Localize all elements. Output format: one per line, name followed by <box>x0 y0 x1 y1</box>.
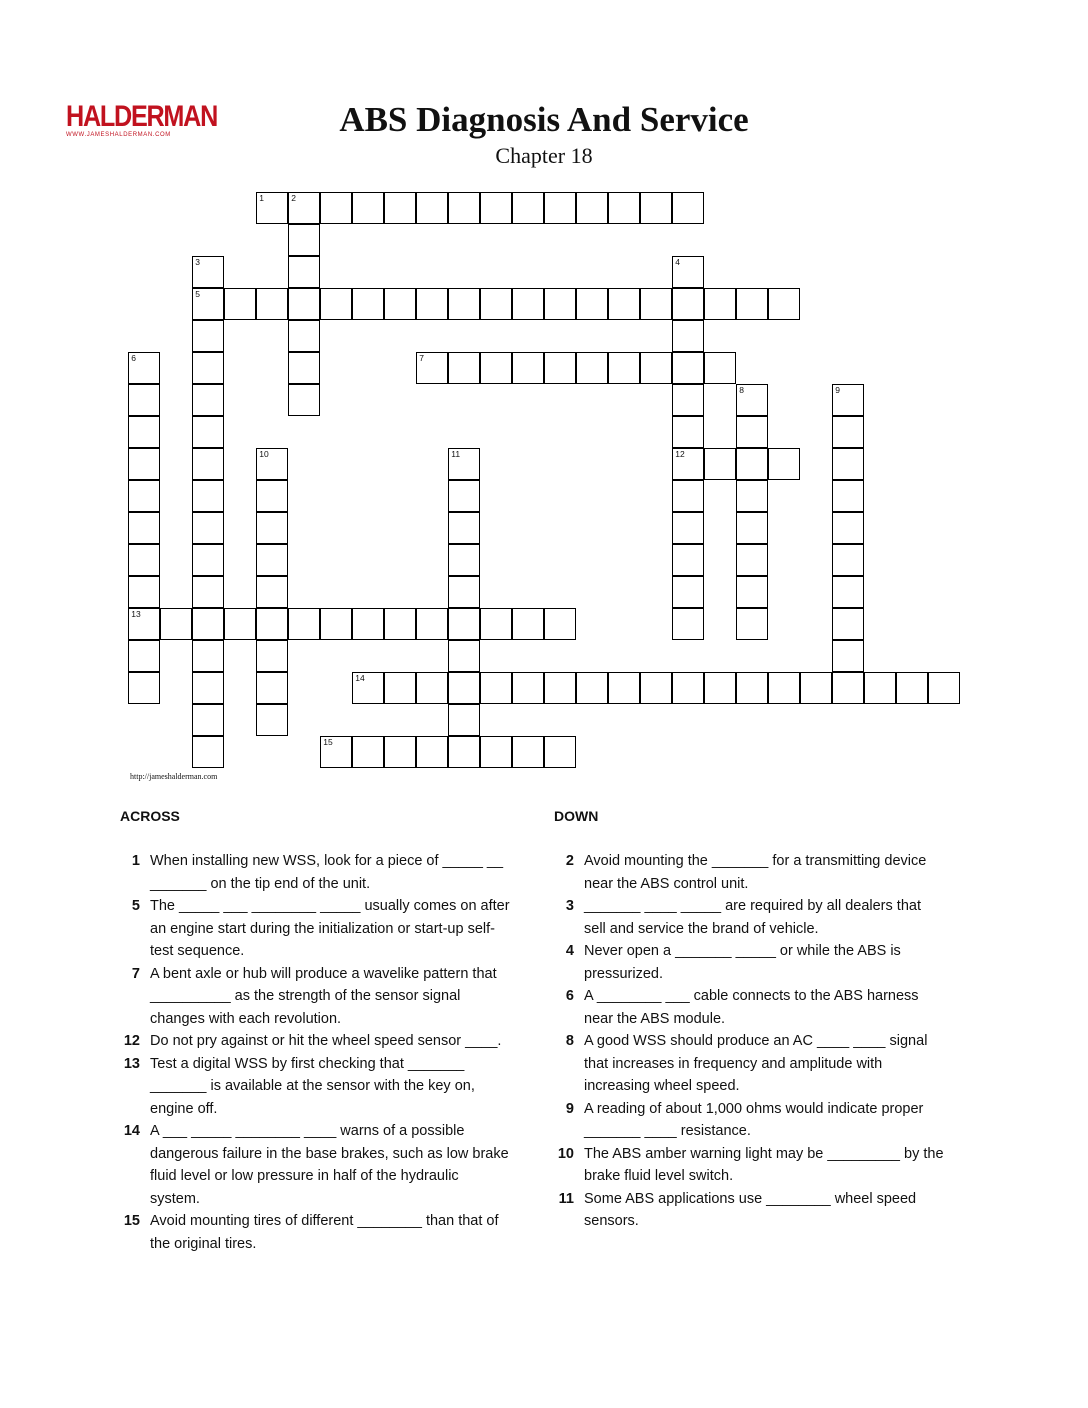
grid-cell[interactable] <box>128 384 160 416</box>
grid-cell[interactable] <box>480 192 512 224</box>
clue-number: 6 <box>131 353 136 364</box>
grid-cell[interactable] <box>512 672 544 704</box>
grid-cell[interactable] <box>352 288 384 320</box>
grid-cell[interactable] <box>256 288 288 320</box>
grid-cell[interactable] <box>800 672 832 704</box>
grid-cell[interactable] <box>608 352 640 384</box>
grid-cell[interactable] <box>736 448 768 480</box>
grid-cell[interactable] <box>192 576 224 608</box>
grid-cell[interactable] <box>448 192 480 224</box>
grid-cell[interactable] <box>192 320 224 352</box>
grid-cell[interactable] <box>128 448 160 480</box>
grid-cell[interactable] <box>672 288 704 320</box>
clue-number: 10 <box>557 1145 574 1162</box>
grid-cell[interactable] <box>736 288 768 320</box>
page-subtitle: Chapter 18 <box>495 143 593 168</box>
grid-cell[interactable] <box>480 352 512 384</box>
clue-text: Avoid mounting tires of different ________ than that of the original tires. <box>150 1213 499 1252</box>
grid-cell[interactable] <box>704 352 736 384</box>
clue-text: Test a digital WSS by first checking that _______ _______ is available at the sensor with the key on, engine off. <box>150 1055 475 1117</box>
grid-cell[interactable] <box>672 256 704 288</box>
grid-cell[interactable] <box>256 704 288 736</box>
clue-text: When installing new WSS, look for a piece of _____ __ _______ on the tip end of the unit. <box>150 853 504 892</box>
grid-cell[interactable] <box>224 288 256 320</box>
grid-cell[interactable] <box>768 448 800 480</box>
across-clue-list <box>120 850 510 1255</box>
grid-cell[interactable] <box>288 256 320 288</box>
grid-cell[interactable] <box>480 736 512 768</box>
grid-cell[interactable] <box>736 544 768 576</box>
clue-text: Avoid mounting the _______ for a transmitting device near the ABS control unit. <box>584 853 927 892</box>
grid-cell[interactable] <box>128 544 160 576</box>
grid-cell[interactable] <box>224 608 256 640</box>
grid-cell[interactable] <box>704 448 736 480</box>
grid-cell[interactable] <box>640 288 672 320</box>
across-clue <box>120 963 510 1031</box>
grid-cell[interactable] <box>672 384 704 416</box>
clue-number: 9 <box>565 1100 574 1117</box>
clue-number: 2 <box>565 853 574 869</box>
grid-cell[interactable] <box>256 576 288 608</box>
grid-cell[interactable] <box>672 544 704 576</box>
grid-cell[interactable] <box>192 448 224 480</box>
grid-cell[interactable] <box>512 288 544 320</box>
grid-cell[interactable] <box>416 608 448 640</box>
grid-cell[interactable] <box>672 192 704 224</box>
grid-cell[interactable] <box>192 512 224 544</box>
clue-text: A reading of about 1,000 ohms would indicate proper _______ ____ resistance. <box>584 1100 924 1139</box>
clue-text: Do not pry against or hit the wheel speed sensor ____. <box>150 1033 502 1049</box>
grid-cell[interactable] <box>256 608 288 640</box>
grid-cell[interactable] <box>448 672 480 704</box>
clue-number: 11 <box>558 1190 574 1207</box>
grid-cell[interactable] <box>128 608 160 640</box>
grid-cell[interactable] <box>192 704 224 736</box>
grid-cell[interactable] <box>576 672 608 704</box>
grid-cell[interactable] <box>736 416 768 448</box>
across-clue <box>120 1030 510 1053</box>
grid-cell[interactable] <box>448 512 480 544</box>
clue-number: 8 <box>565 1033 574 1049</box>
clue-number: 11 <box>451 449 461 460</box>
grid-cell[interactable] <box>256 512 288 544</box>
grid-cell[interactable] <box>352 192 384 224</box>
grid-cell[interactable] <box>512 192 544 224</box>
grid-cell[interactable] <box>672 320 704 352</box>
grid-cell[interactable] <box>448 576 480 608</box>
clue-number: 4 <box>675 257 680 268</box>
grid-cell[interactable] <box>256 672 288 704</box>
grid-cell[interactable] <box>608 672 640 704</box>
grid-cell[interactable] <box>128 672 160 704</box>
grid-cell[interactable] <box>448 704 480 736</box>
grid-cell[interactable] <box>480 288 512 320</box>
grid-cell[interactable] <box>544 192 576 224</box>
footer-url: http://jameshalderman.com <box>130 772 218 781</box>
grid-cell[interactable] <box>320 288 352 320</box>
grid-cell[interactable] <box>384 736 416 768</box>
grid-cell[interactable] <box>384 192 416 224</box>
grid-cell[interactable] <box>544 608 576 640</box>
down-clue <box>554 1098 944 1143</box>
clue-number: 6 <box>565 988 574 1004</box>
grid-cell[interactable] <box>192 288 224 320</box>
grid-cell[interactable] <box>832 576 864 608</box>
grid-cell[interactable] <box>448 480 480 512</box>
grid-cell[interactable] <box>192 384 224 416</box>
logo-wordmark: HALDERMAN <box>66 100 218 133</box>
clue-number: 7 <box>131 965 140 982</box>
grid-cell[interactable] <box>192 640 224 672</box>
down-clue <box>554 1143 944 1188</box>
grid-cell[interactable] <box>288 608 320 640</box>
across-clue <box>120 1120 510 1210</box>
grid-cell[interactable] <box>352 672 384 704</box>
grid-cell[interactable] <box>672 352 704 384</box>
grid-cell[interactable] <box>448 288 480 320</box>
grid-cell[interactable] <box>736 512 768 544</box>
clue-number: 12 <box>675 449 685 460</box>
grid-cell[interactable] <box>832 448 864 480</box>
down-clues <box>554 808 944 1233</box>
clue-number: 13 <box>131 609 141 620</box>
down-clue-list <box>554 850 944 1233</box>
grid-cell[interactable] <box>768 288 800 320</box>
grid-cell[interactable] <box>672 448 704 480</box>
logo-url: WWW.JAMESHALDERMAN.COM <box>66 132 171 138</box>
clue-text: Some ABS applications use ________ wheel speed sensors. <box>584 1190 917 1229</box>
grid-cell[interactable] <box>928 672 960 704</box>
clue-text: A bent axle or hub will produce a wavelike pattern that __________ as the strength of the sensor signal changes with each revolution. <box>150 965 497 1027</box>
grid-cell[interactable] <box>128 352 160 384</box>
clue-number: 14 <box>355 673 365 684</box>
across-clues <box>120 808 510 1255</box>
grid-cell[interactable] <box>384 608 416 640</box>
grid-cell[interactable] <box>192 544 224 576</box>
grid-cell[interactable] <box>704 288 736 320</box>
across-clue <box>120 1210 510 1255</box>
grid-cell[interactable] <box>416 672 448 704</box>
grid-cell[interactable] <box>256 448 288 480</box>
grid-cell[interactable] <box>448 640 480 672</box>
across-clue <box>120 850 510 895</box>
grid-cell[interactable] <box>448 448 480 480</box>
grid-cell[interactable] <box>832 480 864 512</box>
clue-number: 3 <box>195 257 200 268</box>
grid-cell[interactable] <box>832 672 864 704</box>
clue-text: A ___ _____ ________ ____ warns of a possible dangerous failure in the base brakes, such as low brake fluid level or low pressure in half of the hydraulic system. <box>150 1123 509 1207</box>
across-clue <box>120 1053 510 1121</box>
grid-cell[interactable] <box>448 736 480 768</box>
across-heading: ACROSS <box>120 808 180 824</box>
grid-cell[interactable] <box>448 544 480 576</box>
grid-cell[interactable] <box>640 192 672 224</box>
clue-number: 10 <box>259 449 269 460</box>
clue-number: 4 <box>565 943 574 959</box>
clue-number: 3 <box>565 898 574 914</box>
grid-cell[interactable] <box>128 640 160 672</box>
grid-cell[interactable] <box>416 288 448 320</box>
grid-cell[interactable] <box>672 608 704 640</box>
grid-cell[interactable] <box>512 608 544 640</box>
grid-cell[interactable] <box>256 640 288 672</box>
grid-cell[interactable] <box>192 416 224 448</box>
grid-cell[interactable] <box>288 192 320 224</box>
grid-cell[interactable] <box>640 352 672 384</box>
clue-number: 5 <box>195 289 200 300</box>
grid-cell[interactable] <box>288 224 320 256</box>
grid-cell[interactable] <box>320 192 352 224</box>
down-clue <box>554 985 944 1030</box>
grid-cell[interactable] <box>192 736 224 768</box>
grid-cell[interactable] <box>832 640 864 672</box>
grid-cell[interactable] <box>192 672 224 704</box>
grid-cell[interactable] <box>832 512 864 544</box>
grid-cell[interactable] <box>192 256 224 288</box>
clue-text: _______ ____ _____ are required by all dealers that sell and service the brand of vehicle. <box>584 898 921 937</box>
grid-cell[interactable] <box>864 672 896 704</box>
down-heading: DOWN <box>554 808 599 824</box>
grid-cell[interactable] <box>544 736 576 768</box>
grid-cell[interactable] <box>832 544 864 576</box>
grid-cell[interactable] <box>576 352 608 384</box>
grid-cell[interactable] <box>672 576 704 608</box>
grid-cell[interactable] <box>544 672 576 704</box>
grid-cell[interactable] <box>832 416 864 448</box>
grid-cell[interactable] <box>320 736 352 768</box>
clue-number: 15 <box>323 737 333 748</box>
grid-cell[interactable] <box>192 352 224 384</box>
grid-cell[interactable] <box>576 288 608 320</box>
grid-cell[interactable] <box>672 480 704 512</box>
clue-text: A good WSS should produce an AC ____ ____ signal that increases in frequency and amplitude with increasing wheel speed. <box>584 1033 928 1094</box>
grid-cell[interactable] <box>288 384 320 416</box>
clue-text: The ABS amber warning light may be _________ by the brake fluid level switch. <box>584 1145 944 1184</box>
grid-cell[interactable] <box>480 608 512 640</box>
grid-cell[interactable] <box>288 288 320 320</box>
clue-number: 8 <box>739 385 744 396</box>
grid-cell[interactable] <box>416 352 448 384</box>
page-title: ABS Diagnosis And Service <box>339 100 749 139</box>
grid-cell[interactable] <box>736 672 768 704</box>
grid-cell[interactable] <box>192 480 224 512</box>
grid-cell[interactable] <box>256 192 288 224</box>
grid-cell[interactable] <box>832 608 864 640</box>
grid-cell[interactable] <box>768 672 800 704</box>
grid-cell[interactable] <box>512 352 544 384</box>
clue-number: 1 <box>131 853 140 869</box>
grid-cell[interactable] <box>512 736 544 768</box>
grid-cell[interactable] <box>640 672 672 704</box>
grid-cell[interactable] <box>352 736 384 768</box>
down-clue <box>554 1030 944 1098</box>
grid-cell[interactable] <box>288 352 320 384</box>
grid-cell[interactable] <box>672 416 704 448</box>
grid-cell[interactable] <box>384 672 416 704</box>
grid-cell[interactable] <box>672 672 704 704</box>
grid-cell[interactable] <box>736 480 768 512</box>
down-clue <box>554 940 944 985</box>
grid-cell[interactable] <box>544 288 576 320</box>
clue-number: 13 <box>123 1055 140 1072</box>
clue-number: 14 <box>123 1123 140 1139</box>
grid-cell[interactable] <box>448 608 480 640</box>
across-clue <box>120 895 510 963</box>
grid-cell[interactable] <box>128 480 160 512</box>
grid-cell[interactable] <box>384 288 416 320</box>
grid-cell[interactable] <box>352 608 384 640</box>
down-clue <box>554 895 944 940</box>
grid-cell[interactable] <box>416 736 448 768</box>
clue-text: A ________ ___ cable connects to the ABS harness near the ABS module. <box>584 988 919 1027</box>
grid-cell[interactable] <box>544 352 576 384</box>
grid-cell[interactable] <box>480 672 512 704</box>
grid-cell[interactable] <box>128 576 160 608</box>
clue-number: 7 <box>419 353 424 364</box>
grid-cell[interactable] <box>192 608 224 640</box>
grid-cell[interactable] <box>256 480 288 512</box>
clue-number: 5 <box>131 898 140 914</box>
clue-number: 1 <box>259 193 264 204</box>
clue-text: The _____ ___ ________ _____ usually comes on after an engine start during the initialization or start-up self-test sequence. <box>150 898 510 959</box>
grid-cell[interactable] <box>128 512 160 544</box>
grid-cell[interactable] <box>448 352 480 384</box>
clue-number: 2 <box>291 193 296 204</box>
clue-text: Never open a _______ _____ or while the ABS is pressurized. <box>584 943 901 982</box>
grid-cell[interactable] <box>608 192 640 224</box>
grid-cell[interactable] <box>608 288 640 320</box>
grid-cell[interactable] <box>320 608 352 640</box>
grid-cell[interactable] <box>896 672 928 704</box>
grid-cell[interactable] <box>256 544 288 576</box>
clue-number: 15 <box>123 1213 140 1229</box>
grid-cell[interactable] <box>832 384 864 416</box>
grid-cell[interactable] <box>288 320 320 352</box>
grid-cell[interactable] <box>672 512 704 544</box>
grid-cell[interactable] <box>128 416 160 448</box>
clue-number: 12 <box>123 1033 140 1049</box>
grid-cell[interactable] <box>736 384 768 416</box>
grid-cell[interactable] <box>736 576 768 608</box>
grid-cell[interactable] <box>416 192 448 224</box>
grid-cell[interactable] <box>736 608 768 640</box>
down-clue <box>554 1188 944 1233</box>
grid-cell[interactable] <box>704 672 736 704</box>
clue-number: 9 <box>835 385 840 396</box>
grid-cell[interactable] <box>576 192 608 224</box>
grid-cell[interactable] <box>160 608 192 640</box>
down-clue <box>554 850 944 895</box>
